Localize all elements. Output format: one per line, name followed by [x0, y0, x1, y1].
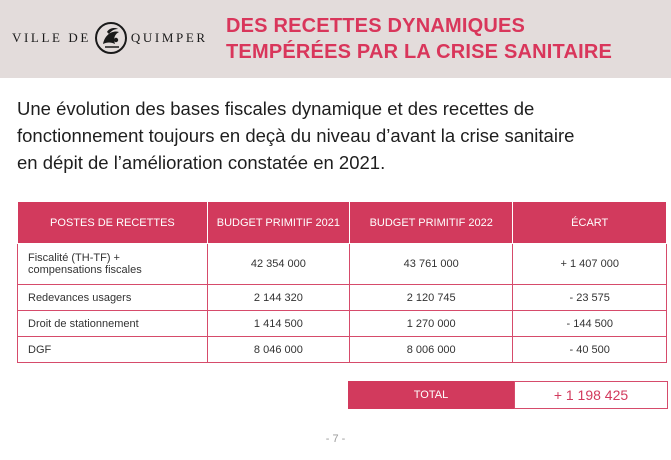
title-line-2: TEMPÉRÉES PAR LA CRISE SANITAIRE — [226, 41, 613, 63]
cell-ecart: - 144 500 — [513, 311, 667, 337]
cell-bp-2022: 2 120 745 — [349, 285, 513, 311]
table-row — [18, 337, 667, 363]
row-label-line-1: Fiscalité (TH-TF) + — [28, 252, 120, 264]
row-label — [18, 244, 208, 285]
page-title — [226, 13, 612, 65]
table-row — [18, 285, 667, 311]
cell-ecart: - 23 575 — [513, 285, 667, 311]
table-row — [18, 311, 667, 337]
header-band — [0, 0, 671, 78]
logo-text-right: QUIMPER — [130, 30, 208, 45]
total-value: + 1 198 425 — [514, 381, 668, 409]
cell-bp-2021: 2 144 320 — [207, 285, 349, 311]
title-line-1: DES RECETTES DYNAMIQUES — [226, 15, 526, 37]
quimper-emblem-icon — [93, 20, 129, 56]
cell-bp-2021: 42 354 000 — [207, 244, 349, 285]
row-label: Redevances usagers — [18, 285, 208, 311]
revenue-table — [17, 201, 667, 363]
row-label: DGF — [18, 337, 208, 363]
intro-line-1: Une évolution des bases fiscales dynamique et des recettes de — [17, 98, 535, 119]
intro-line-3: en dépit de l’amélioration constatée en 2021. — [17, 152, 386, 173]
row-label: Droit de stationnement — [18, 311, 208, 337]
cell-ecart: + 1 407 000 — [513, 244, 667, 285]
intro-paragraph — [17, 95, 667, 176]
logo-text-left: VILLE DE — [12, 30, 91, 45]
cell-bp-2022: 8 006 000 — [349, 337, 513, 363]
header-ecart: ÉCART — [513, 202, 667, 244]
cell-ecart: - 40 500 — [513, 337, 667, 363]
header-bp-2021: BUDGET PRIMITIF 2021 — [207, 202, 349, 244]
cell-bp-2022: 1 270 000 — [349, 311, 513, 337]
row-label-line-2: compensations fiscales — [28, 264, 142, 276]
total-label: TOTAL — [348, 381, 514, 409]
header-bp-2022: BUDGET PRIMITIF 2022 — [349, 202, 513, 244]
intro-line-2: fonctionnement toujours en deçà du niveau d’avant la crise sanitaire — [17, 125, 575, 146]
page-number: - 7 - — [325, 433, 346, 445]
header-postes: POSTES DE RECETTES — [18, 202, 208, 244]
table-row — [18, 244, 667, 285]
city-logo — [12, 20, 208, 56]
cell-bp-2021: 1 414 500 — [207, 311, 349, 337]
cell-bp-2022: 43 761 000 — [349, 244, 513, 285]
cell-bp-2021: 8 046 000 — [207, 337, 349, 363]
table-header-row — [18, 202, 667, 244]
